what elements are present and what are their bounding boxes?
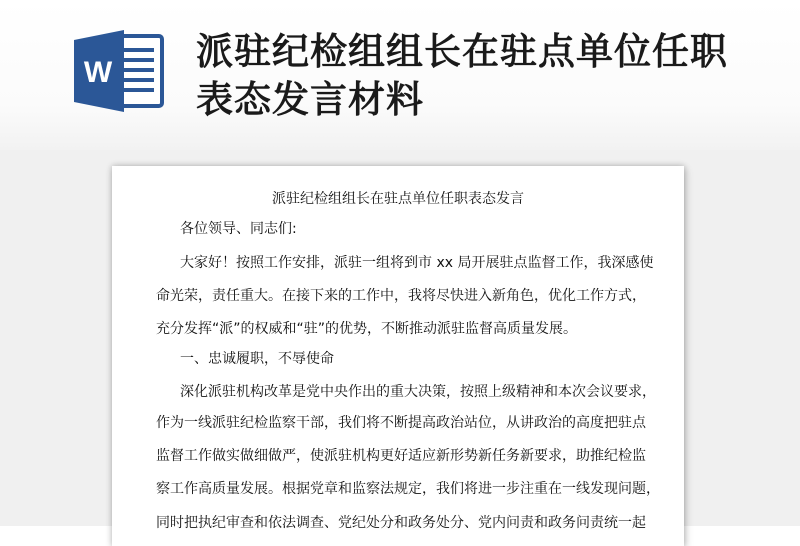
doc-line: 作为一线派驻纪检监察干部，我们将不断提高政治站位，从讲政治的高度把驻点 xyxy=(156,415,646,431)
doc-line: 同时把执纪审查和依法调查、党纪处分和政务处分、党内问责和政务问责统一起 xyxy=(156,515,646,531)
doc-line: 深化派驻机构改革是党中央作出的重大决策，按照上级精神和本次会议要求， xyxy=(180,384,656,400)
doc-line-salutation: 各位领导、同志们: xyxy=(180,221,297,237)
word-document-icon xyxy=(74,30,166,112)
logo-letter: W xyxy=(83,56,113,89)
title-line-2: 表态发言材料 xyxy=(196,78,424,121)
doc-line: 命光荣，责任重大。在接下来的工作中，我将尽快进入新角色，优化工作方式， xyxy=(156,288,646,304)
page-title xyxy=(196,28,756,124)
doc-line: 监督工作做实做细做严，使派驻机构更好适应新形势新任务新要求，助推纪检监 xyxy=(156,448,646,464)
document-title: 派驻纪检组组长在驻点单位任职表态发言 xyxy=(272,191,524,207)
doc-line: 大家好！按照工作安排，派驻一组将到市 xx 局开展驻点监督工作，我深感使 xyxy=(180,255,654,271)
doc-section-heading: 一、忠诚履职，不辱使命 xyxy=(180,351,334,367)
title-line-1: 派驻纪检组组长在驻点单位任职 xyxy=(196,30,728,73)
document-page[interactable] xyxy=(112,166,684,546)
doc-line: 充分发挥“派”的权威和“驻”的优势，不断推动派驻监督高质量发展。 xyxy=(156,321,578,337)
doc-line: 察工作高质量发展。根据党章和监察法规定，我们将进一步注重在一线发现问题， xyxy=(156,481,660,497)
